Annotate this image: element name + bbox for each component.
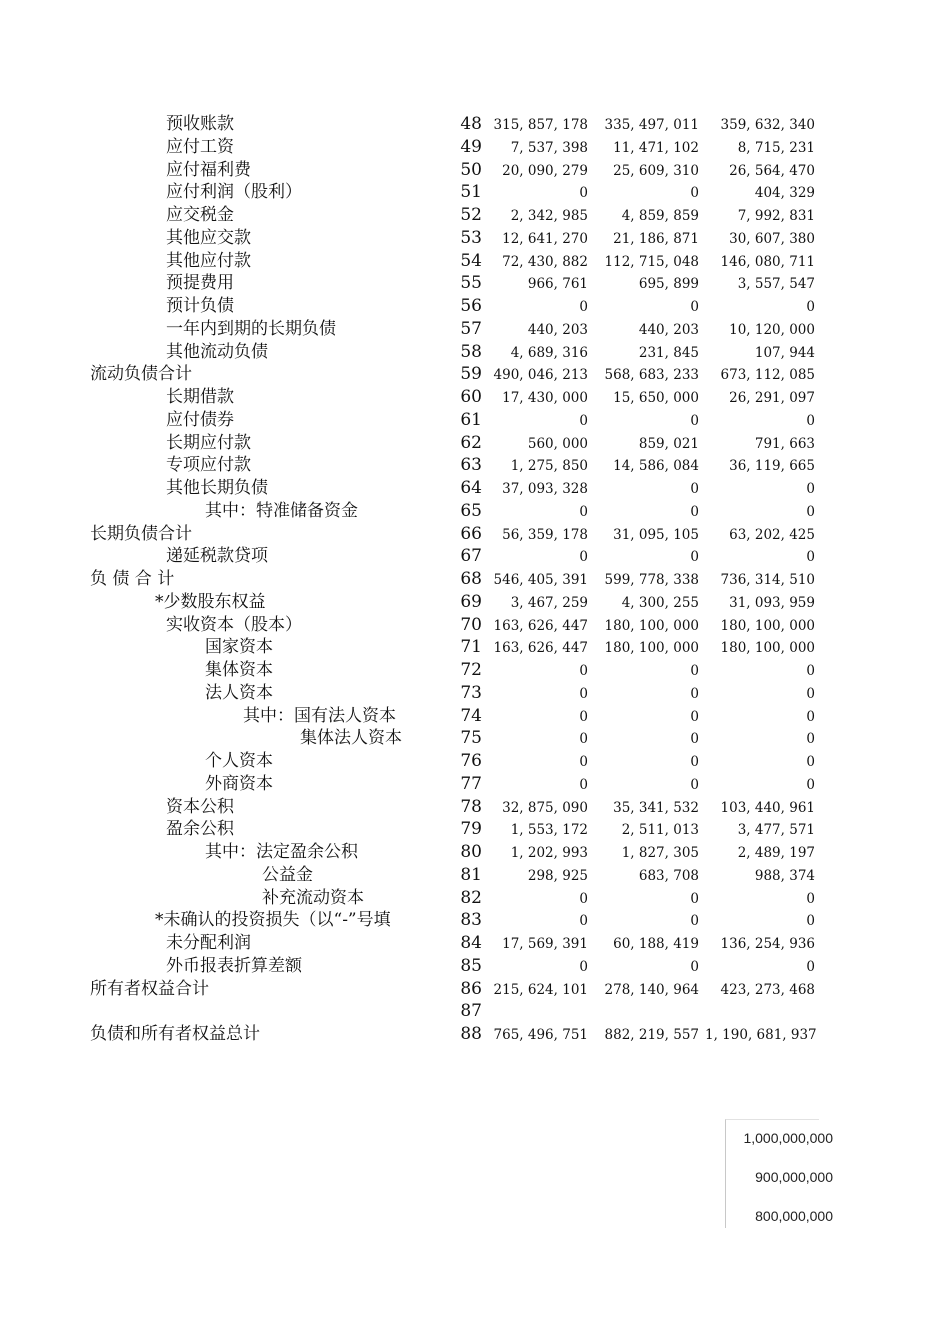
value-cell-v2: 0 (690, 890, 699, 907)
row-label: 负债和所有者权益总计 (90, 1024, 260, 1044)
value-cell-v3: 0 (806, 776, 815, 793)
value-cell-v3: 10, 120, 000 (729, 321, 815, 338)
value-cell-v1: 0 (579, 958, 588, 975)
row-label: 国家资本 (205, 637, 273, 658)
row-number: 81 (460, 864, 482, 885)
row-label: 流动负债合计 (90, 364, 192, 385)
value-cell-v2: 231, 845 (638, 344, 699, 361)
row-label: 其他应交款 (166, 227, 251, 248)
value-cell-v2: 0 (690, 754, 699, 770)
value-cell-v2: 4, 300, 255 (621, 594, 699, 611)
value-cell-v3: 26, 564, 470 (729, 162, 815, 179)
value-cell-v1: 3, 467, 259 (510, 594, 588, 611)
value-cell-v1: 0 (579, 890, 588, 907)
row-number: 87 (460, 1001, 482, 1022)
row-number: 48 (460, 114, 482, 134)
value-cell-v3: 0 (806, 299, 815, 315)
row-label: 应付利润（股利） (166, 182, 302, 203)
row-number: 49 (460, 136, 482, 157)
table-row (0, 887, 950, 910)
row-number: 83 (460, 910, 482, 931)
value-cell-v1: 72, 430, 882 (502, 253, 588, 270)
value-cell-v3: 63, 202, 425 (729, 526, 815, 543)
table-row (0, 318, 950, 341)
table-row (0, 955, 950, 978)
value-cell-v1: 163, 626, 447 (493, 617, 588, 634)
table-row (0, 818, 950, 841)
value-cell-v3: 423, 273, 468 (720, 981, 815, 998)
table-row (0, 682, 950, 705)
table-row (0, 295, 950, 318)
value-cell-v1: 0 (579, 731, 588, 748)
row-number: 88 (460, 1024, 482, 1044)
table-row (0, 500, 950, 523)
row-label: 其中：特准储备资金 (205, 500, 358, 521)
value-cell-v3: 30, 607, 380 (729, 230, 815, 247)
value-cell-v2: 683, 708 (638, 867, 699, 884)
value-cell-v1: 0 (579, 685, 588, 702)
value-cell-v3: 0 (806, 481, 815, 497)
value-cell-v1: 1, 275, 850 (510, 458, 588, 475)
table-row (0, 1000, 950, 1023)
table-row (0, 250, 950, 273)
row-label: 其他长期负债 (166, 478, 268, 498)
value-cell-v1: 298, 925 (527, 867, 588, 884)
value-cell-v3: 26, 291, 097 (729, 390, 815, 406)
row-number: 71 (460, 637, 482, 658)
value-cell-v1: 0 (579, 776, 588, 793)
table-row (0, 409, 950, 432)
table-row (0, 159, 950, 182)
value-cell-v2: 278, 140, 964 (604, 981, 699, 998)
value-cell-v3: 988, 374 (754, 867, 815, 884)
value-cell-v1: 7, 537, 398 (510, 139, 588, 156)
table-row (0, 773, 950, 796)
table-row (0, 272, 950, 295)
value-cell-v2: 2, 511, 013 (621, 822, 699, 839)
value-cell-v2: 35, 341, 532 (613, 799, 699, 816)
value-cell-v2: 180, 100, 000 (604, 617, 699, 634)
row-label: 其他流动负债 (166, 341, 268, 362)
table-row (0, 750, 950, 773)
row-number: 54 (460, 250, 482, 271)
table-row (0, 841, 950, 864)
value-cell-v1: 0 (579, 549, 588, 566)
value-cell-v3: 0 (806, 663, 815, 679)
table-row (0, 181, 950, 204)
row-label: 其他应付款 (166, 250, 251, 271)
value-cell-v3: 3, 477, 571 (737, 822, 815, 839)
value-cell-v3: 0 (806, 890, 815, 907)
value-cell-v2: 0 (690, 549, 699, 566)
value-cell-v2: 112, 715, 048 (604, 253, 699, 270)
value-cell-v3: 7, 992, 831 (737, 208, 815, 224)
value-cell-v1: 0 (579, 185, 588, 202)
row-number: 76 (460, 751, 482, 771)
value-cell-v1: 0 (579, 663, 588, 679)
row-number: 58 (460, 341, 482, 362)
value-cell-v3: 8, 715, 231 (737, 139, 815, 156)
row-number: 66 (460, 523, 482, 544)
row-number: 77 (460, 773, 482, 794)
row-label: 预收账款 (166, 114, 234, 134)
value-cell-v3: 1, 190, 681, 937 (705, 1027, 817, 1043)
value-cell-v3: 736, 314, 510 (720, 572, 815, 588)
value-cell-v1: 0 (579, 503, 588, 520)
value-cell-v2: 0 (690, 663, 699, 679)
table-row (0, 432, 950, 455)
value-cell-v2: 0 (690, 958, 699, 975)
row-label: 递延税款贷项 (166, 546, 268, 567)
value-cell-v1: 163, 626, 447 (493, 640, 588, 657)
table-row (0, 636, 950, 659)
table-row (0, 614, 950, 637)
balance-sheet-table (0, 113, 950, 1046)
table-row (0, 705, 950, 728)
value-cell-v1: 1, 202, 993 (510, 845, 588, 861)
table-row (0, 386, 950, 409)
row-label: 个人资本 (205, 751, 273, 771)
table-row (0, 568, 950, 591)
row-number: 67 (460, 546, 482, 567)
value-cell-v2: 335, 497, 011 (604, 117, 699, 133)
table-row (0, 204, 950, 227)
value-cell-v1: 546, 405, 391 (493, 572, 588, 588)
row-label: 实收资本（股本） (166, 614, 302, 635)
value-cell-v2: 0 (690, 731, 699, 748)
value-cell-v3: 0 (806, 731, 815, 748)
row-label: 长期应付款 (166, 432, 251, 453)
value-cell-v2: 25, 609, 310 (613, 162, 699, 179)
value-cell-v1: 0 (579, 913, 588, 930)
value-cell-v2: 14, 586, 084 (613, 458, 699, 475)
value-cell-v2: 1, 827, 305 (621, 845, 699, 861)
row-label: 专项应付款 (166, 455, 251, 476)
row-number: 63 (460, 455, 482, 476)
table-row (0, 796, 950, 819)
row-number: 50 (460, 159, 482, 180)
row-label: 预提费用 (166, 273, 234, 294)
value-cell-v1: 0 (579, 708, 588, 725)
row-label: 其中：法定盈余公积 (205, 842, 358, 862)
value-cell-v1: 1, 553, 172 (510, 822, 588, 839)
value-cell-v1: 56, 359, 178 (502, 526, 588, 543)
row-label: 应付福利费 (166, 159, 251, 180)
value-cell-v2: 0 (690, 913, 699, 930)
row-label: 预计负债 (166, 296, 234, 316)
value-cell-v3: 0 (806, 503, 815, 520)
row-number: 53 (460, 227, 482, 248)
value-cell-v1: 0 (579, 754, 588, 770)
table-row (0, 978, 950, 1001)
row-number: 61 (460, 409, 482, 430)
row-label: 长期借款 (166, 387, 234, 407)
table-row (0, 523, 950, 546)
y-tick-label: 900,000,000 (755, 1169, 833, 1185)
row-number: 69 (460, 591, 482, 612)
row-label: 集体资本 (205, 660, 273, 680)
value-cell-v1: 440, 203 (527, 321, 588, 338)
value-cell-v2: 882, 219, 557 (604, 1027, 699, 1043)
row-number: 56 (460, 296, 482, 316)
table-row (0, 864, 950, 887)
row-label: 应付工资 (166, 136, 234, 157)
table-row (0, 591, 950, 614)
table-row (0, 727, 950, 750)
value-cell-v2: 180, 100, 000 (604, 640, 699, 657)
row-number: 82 (460, 887, 482, 908)
row-number: 72 (460, 660, 482, 680)
row-number: 57 (460, 318, 482, 339)
table-row (0, 227, 950, 250)
table-row (0, 1023, 950, 1046)
row-label: 所有者权益合计 (90, 978, 209, 999)
value-cell-v2: 440, 203 (638, 321, 699, 338)
table-row (0, 659, 950, 682)
row-label: 应交税金 (166, 205, 234, 225)
row-label: 盈余公积 (166, 819, 234, 840)
value-cell-v1: 0 (579, 412, 588, 429)
value-cell-v3: 791, 663 (754, 435, 815, 452)
row-number: 62 (460, 432, 482, 453)
row-label: 长期负债合计 (90, 523, 192, 544)
value-cell-v3: 0 (806, 549, 815, 566)
row-number: 55 (460, 273, 482, 294)
row-label: 其中：国有法人资本 (243, 705, 396, 726)
row-label: 公益金 (262, 864, 313, 885)
value-cell-v2: 15, 650, 000 (613, 390, 699, 406)
row-number: 64 (460, 478, 482, 498)
value-cell-v2: 0 (690, 412, 699, 429)
row-label: *未确认的投资损失（以“-”号填 (155, 910, 391, 931)
row-number: 60 (460, 387, 482, 407)
value-cell-v3: 0 (806, 913, 815, 930)
table-row (0, 932, 950, 955)
row-label: 资本公积 (166, 796, 234, 817)
value-cell-v1: 966, 761 (527, 276, 588, 293)
value-cell-v2: 31, 095, 105 (613, 526, 699, 543)
table-row (0, 545, 950, 568)
value-cell-v2: 859, 021 (638, 435, 699, 452)
row-label: 外币报表折算差额 (166, 955, 302, 976)
row-number: 84 (460, 933, 482, 953)
value-cell-v1: 17, 430, 000 (502, 390, 588, 406)
value-cell-v2: 0 (690, 185, 699, 202)
value-cell-v1: 0 (579, 299, 588, 315)
row-label: 负 债 合 计 (90, 569, 175, 589)
value-cell-v2: 0 (690, 481, 699, 497)
value-cell-v2: 599, 778, 338 (604, 572, 699, 588)
table-row (0, 136, 950, 159)
value-cell-v3: 180, 100, 000 (720, 617, 815, 634)
value-cell-v2: 0 (690, 776, 699, 793)
value-cell-v3: 3, 557, 547 (737, 276, 815, 293)
value-cell-v3: 31, 093, 959 (729, 594, 815, 611)
value-cell-v3: 2, 489, 197 (737, 845, 815, 861)
value-cell-v1: 4, 689, 316 (510, 344, 588, 361)
value-cell-v2: 0 (690, 299, 699, 315)
row-number: 79 (460, 819, 482, 840)
value-cell-v3: 359, 632, 340 (720, 117, 815, 133)
table-row (0, 341, 950, 364)
value-cell-v2: 695, 899 (638, 276, 699, 293)
row-number: 73 (460, 682, 482, 703)
value-cell-v3: 36, 119, 665 (729, 458, 815, 475)
table-row (0, 909, 950, 932)
value-cell-v3: 404, 329 (754, 185, 815, 202)
row-number: 51 (460, 182, 482, 203)
value-cell-v3: 103, 440, 961 (720, 799, 815, 816)
table-row (0, 363, 950, 386)
row-label: *少数股东权益 (155, 591, 266, 612)
row-label: 集体法人资本 (300, 728, 402, 749)
row-number: 59 (460, 364, 482, 385)
row-number: 78 (460, 796, 482, 817)
value-cell-v3: 0 (806, 754, 815, 770)
value-cell-v1: 215, 624, 101 (493, 981, 588, 998)
value-cell-v3: 180, 100, 000 (720, 640, 815, 657)
value-cell-v3: 146, 080, 711 (720, 253, 815, 270)
table-row (0, 454, 950, 477)
row-label: 应付债券 (166, 409, 234, 430)
value-cell-v3: 107, 944 (754, 344, 815, 361)
row-number: 74 (460, 705, 482, 726)
value-cell-v1: 32, 875, 090 (502, 799, 588, 816)
row-number: 75 (460, 728, 482, 749)
value-cell-v3: 0 (806, 708, 815, 725)
value-cell-v2: 60, 188, 419 (613, 936, 699, 952)
table-row (0, 477, 950, 500)
value-cell-v1: 765, 496, 751 (493, 1027, 588, 1043)
value-cell-v3: 0 (806, 412, 815, 429)
value-cell-v2: 0 (690, 503, 699, 520)
row-label: 法人资本 (205, 682, 273, 703)
value-cell-v2: 21, 186, 871 (613, 230, 699, 247)
value-cell-v1: 37, 093, 328 (502, 481, 588, 497)
value-cell-v1: 315, 857, 178 (493, 117, 588, 133)
value-cell-v1: 490, 046, 213 (493, 367, 588, 384)
y-tick-label: 1,000,000,000 (743, 1130, 833, 1146)
chart-fragment (725, 1119, 833, 1228)
value-cell-v1: 17, 569, 391 (502, 936, 588, 952)
row-number: 86 (460, 978, 482, 999)
value-cell-v1: 12, 641, 270 (502, 230, 588, 247)
row-number: 80 (460, 842, 482, 862)
value-cell-v2: 4, 859, 859 (621, 208, 699, 224)
value-cell-v2: 0 (690, 685, 699, 702)
value-cell-v1: 2, 342, 985 (510, 208, 588, 224)
value-cell-v3: 0 (806, 958, 815, 975)
value-cell-v2: 0 (690, 708, 699, 725)
value-cell-v1: 560, 000 (527, 435, 588, 452)
table-row (0, 113, 950, 136)
row-label: 一年内到期的长期负债 (166, 318, 336, 339)
row-label: 未分配利润 (166, 933, 251, 953)
row-number: 65 (460, 500, 482, 521)
row-number: 70 (460, 614, 482, 635)
y-tick-label: 800,000,000 (755, 1208, 833, 1224)
row-number: 85 (460, 955, 482, 976)
value-cell-v3: 0 (806, 685, 815, 702)
row-number: 52 (460, 205, 482, 225)
value-cell-v3: 136, 254, 936 (720, 936, 815, 952)
row-label: 补充流动资本 (262, 887, 364, 908)
value-cell-v2: 568, 683, 233 (604, 367, 699, 384)
row-label: 外商资本 (205, 773, 273, 794)
row-number: 68 (460, 569, 482, 589)
value-cell-v2: 11, 471, 102 (613, 139, 699, 156)
value-cell-v1: 20, 090, 279 (502, 162, 588, 179)
value-cell-v3: 673, 112, 085 (720, 367, 815, 384)
